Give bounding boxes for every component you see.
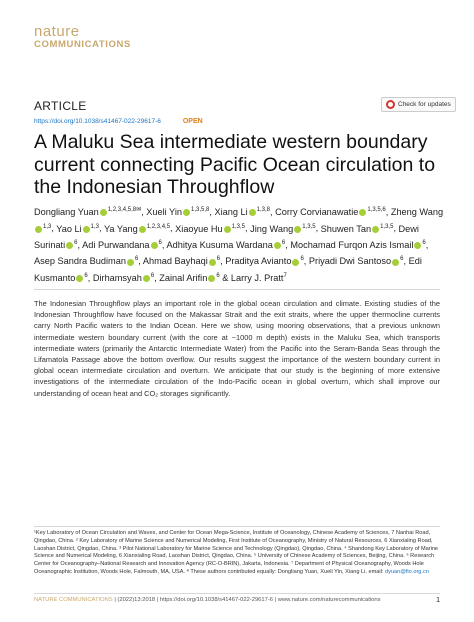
author-list: Dongliang Yuan $^{1,2,3,4,5,8✉}$, Xueli Yin $^{1,3,5,8}$, Xiang Li $^{1,3,8}$, Corry Corvianawatie $^{1,3,5,6}$, Zheng Wang$^{1,3}$, Yao Li $^{1,3}$, Ya Yang $^{1,2,3,4,5}$, Xiaoyue Hu $^{1,3,5}$, Jing Wang $^{1,3,5}$, Shuwen Tan $^{1,3,5}$, Dewi Surinati $^6$, Adi Purwandana $^6$, Adhitya Kusuma Wardana $^6$, Mochamad Furqon Azis Ismail $^6$, Asep Sandra Budiman $^6$, Ahmad Bayhaqi $^6$, Praditya Avianto $^6$, Priyadi Dwi Santoso $^6$, Edi Kusmanto $^6$, Dirhamsyah $^6$, Zainal Arifin $^6$ & Larry J. Pratt$^7$	[34, 207, 444, 283]
author-entry[interactable]	[321, 224, 394, 234]
orcid-icon[interactable]	[414, 242, 421, 249]
author-name: Yao Li	[56, 223, 82, 234]
author-affiliation-sup: 1,3	[90, 223, 100, 230]
author-entry[interactable]	[34, 207, 141, 217]
author-name: Priyadi Dwi Santoso	[308, 256, 392, 267]
orcid-icon[interactable]	[127, 259, 134, 266]
check-for-updates-button[interactable]	[381, 97, 456, 112]
orcid-icon[interactable]	[209, 259, 216, 266]
author-name: Ahmad Bayhaqi	[142, 256, 208, 267]
author-name: Adi Purwandana	[82, 240, 150, 250]
author-affiliation-sup: 1,3,5,8	[190, 207, 210, 213]
doi-row	[34, 118, 203, 125]
author-name: Adhitya Kusuma Wardana	[166, 240, 273, 250]
author-name: Dongliang Yuan	[34, 207, 99, 218]
author-affiliation-sup: 6	[216, 256, 221, 263]
orcid-icon[interactable]	[249, 209, 256, 216]
author-entry[interactable]	[309, 256, 404, 266]
author-name: Xueli Yin	[146, 207, 182, 218]
author-affiliation-sup: 6	[281, 239, 286, 246]
orcid-icon[interactable]	[139, 226, 146, 233]
author-affiliation-sup: 6	[134, 256, 139, 263]
author-entry[interactable]	[290, 240, 425, 250]
orcid-icon[interactable]	[83, 226, 90, 233]
author-affiliation-sup: 6	[74, 239, 78, 246]
orcid-icon[interactable]	[76, 275, 83, 282]
orcid-icon[interactable]	[359, 209, 366, 216]
doi-link[interactable]: https://doi.org/10.1038/s41467-022-29617-6	[34, 118, 161, 125]
orcid-icon[interactable]	[372, 226, 379, 233]
check-updates-label: Check for updates	[398, 101, 451, 108]
orcid-icon[interactable]	[208, 275, 215, 282]
orcid-icon[interactable]	[143, 275, 150, 282]
author-name: Zainal Arifin	[159, 272, 208, 283]
author-affiliation-sup: 1,2,3,4,5,8✉	[107, 207, 142, 213]
author-affiliation-sup: 1,3,8	[256, 207, 271, 213]
author-name: Larry J. Pratt	[230, 272, 284, 283]
abstract-text: The Indonesian Throughflow plays an important role in the global ocean circulation and climate. Existing studies of the Indonesian Throughflow have focused on the Makassar Strait and the exit straits, where the upper thermocline currents carry North Pacific waters to the Indian Ocean. Here we show, using mooring observations, that a previous unknown intermediate western boundary current (with the core at ~1000 m depth) exists in the Maluku Sea, which transports intermediate waters (primarily the Antarctic Intermediate Water) from the Pacific into the Seram-Banda Seas through the Lifamatola Passage above the bottom overflow. Our results suggest the importance of the western boundary current in global ocean intermediate circulation and overturn. We anticipate that our study is the beginning of more extensive investigations of the intermediate circulation of the Indo-Pacific ocean in global overturn, which shall improve our understanding of ocean heat and CO₂ storages significantly.	[34, 299, 440, 398]
author-email-link[interactable]: dyuan@fio.org.cn	[384, 568, 429, 575]
author-name: Ya Yang	[103, 223, 138, 234]
author-name: Jing Wang	[250, 223, 294, 234]
author-affiliation-sup: 6	[84, 272, 88, 279]
orcid-icon[interactable]	[292, 259, 299, 266]
logo-line-nature: nature	[34, 23, 80, 40]
author-entry[interactable]	[175, 224, 245, 234]
orcid-icon[interactable]	[100, 209, 107, 216]
logo-line-communications: COMMUNICATIONS	[34, 39, 131, 50]
affiliations-text	[34, 530, 440, 577]
author-entry[interactable]	[34, 256, 138, 266]
author-name: Shuwen Tan	[320, 223, 372, 234]
author-name: Edi Kusmanto	[34, 256, 422, 283]
author-affiliation-sup: 6	[158, 239, 162, 246]
divider-footer	[34, 593, 440, 594]
check-updates-icon	[386, 100, 395, 109]
author-entry[interactable]	[104, 224, 170, 234]
author-affiliation-sup: 6	[300, 256, 304, 263]
orcid-icon[interactable]	[224, 226, 231, 233]
author-name: Asep Sandra Budiman	[34, 256, 126, 267]
page-footer	[34, 597, 440, 604]
author-affiliation-sup: 1,3,5	[380, 223, 394, 230]
author-affiliation-sup: 6	[400, 256, 404, 263]
orcid-icon[interactable]	[294, 226, 301, 233]
author-entry[interactable]	[166, 240, 285, 250]
author-affiliation-sup: 1,3	[43, 223, 52, 230]
footer-journal: NATURE COMMUNICATIONS	[34, 597, 113, 603]
author-affiliation-sup: 7	[283, 272, 287, 279]
divider-top	[34, 289, 440, 290]
orcid-icon[interactable]	[35, 226, 42, 233]
affiliations-body: ¹Key Laboratory of Ocean Circulation and Waves, and Center for Ocean Mega-Science, Institute of Oceanology, Chinese Academy of Sciences, 7 Nanhai Road, Qingdao, China. ² Key Laboratory of Marine Science and Numerical Modeling, First Institute of Oceanography, Ministry of Natural Resources, 6 Xianxialing Road, Laoshan District, Qingdao, China. ³ Pilot National Laboratory for Marine Science and Technology (Qingdao), Qingdao, China. ⁴ Shandong Key Laboratory of Marine Science and Numerical Modeling, 6 Xianxialing Road, Laoshan District, Qingdao, China. ⁵ University of Chinese Academy of Sciences, Beijing, China. ⁶ Research Center for Oceanography–National Research and Innovation Agency (RC-O-BRIN), Jakarta, Indonesia. ⁷ Department of Physical Oceanography, Woods Hole Oceanographic Institution, Woods Hole, Falmouth, MA, USA. ⁸ These authors contributed equally: Dongliang Yuan, Xueli Yin, Xiang Li.	[34, 530, 439, 575]
author-affiliation-sup: 1,3,5,6	[367, 207, 386, 213]
author-affiliation-sup: 6	[422, 239, 426, 246]
author-name: Dewi Surinati	[34, 223, 419, 250]
journal-logo[interactable]	[34, 24, 131, 50]
author-entry[interactable]	[146, 207, 209, 217]
author-affiliation-sup: 6	[150, 272, 155, 279]
author-entry[interactable]	[159, 273, 219, 283]
author-name: Xiaoyue Hu	[175, 223, 223, 234]
author-entry[interactable]	[225, 256, 304, 266]
author-entry[interactable]	[214, 207, 270, 217]
orcid-icon[interactable]	[66, 242, 73, 249]
author-name: Zheng Wang	[390, 207, 444, 218]
author-affiliation-sup: 6	[216, 272, 220, 279]
author-name: Mochamad Furqon Azis Ismail	[290, 240, 414, 250]
article-type-label: ARTICLE	[34, 99, 87, 113]
article-title: A Maluku Sea intermediate western boundary current connecting Pacific Ocean circulation to the Indonesian Throughflow	[34, 131, 436, 198]
orcid-icon[interactable]	[392, 259, 399, 266]
orcid-icon[interactable]	[274, 242, 281, 249]
open-access-badge: OPEN	[182, 118, 203, 125]
author-name: Xiang Li	[214, 207, 248, 218]
author-name: Praditya Avianto	[225, 256, 292, 267]
author-affiliation-sup: 1,3,5	[302, 223, 316, 230]
author-entry[interactable]	[82, 240, 162, 250]
author-name: Dirhamsyah	[92, 272, 142, 283]
page-number: 1	[436, 597, 440, 604]
divider-affiliations	[34, 526, 440, 527]
orcid-icon[interactable]	[183, 209, 190, 216]
author-name: Corry Corvianawatie	[275, 207, 359, 218]
author-entry[interactable]	[56, 224, 99, 234]
author-entry[interactable]	[275, 207, 386, 217]
author-affiliation-sup: 1,2,3,4,5	[146, 223, 171, 230]
orcid-icon[interactable]	[151, 242, 158, 249]
author-entry[interactable]	[231, 273, 287, 283]
footer-citation: | (2022)13:2018 | https://doi.org/10.1038/s41467-022-29617-6 | www.nature.com/naturecommunications	[114, 597, 381, 603]
author-affiliation-sup: 1,3,5	[231, 223, 246, 230]
email-label: email:	[368, 568, 384, 575]
author-entry[interactable]	[250, 224, 315, 234]
author-entry[interactable]	[143, 256, 220, 266]
author-entry[interactable]	[93, 273, 154, 283]
